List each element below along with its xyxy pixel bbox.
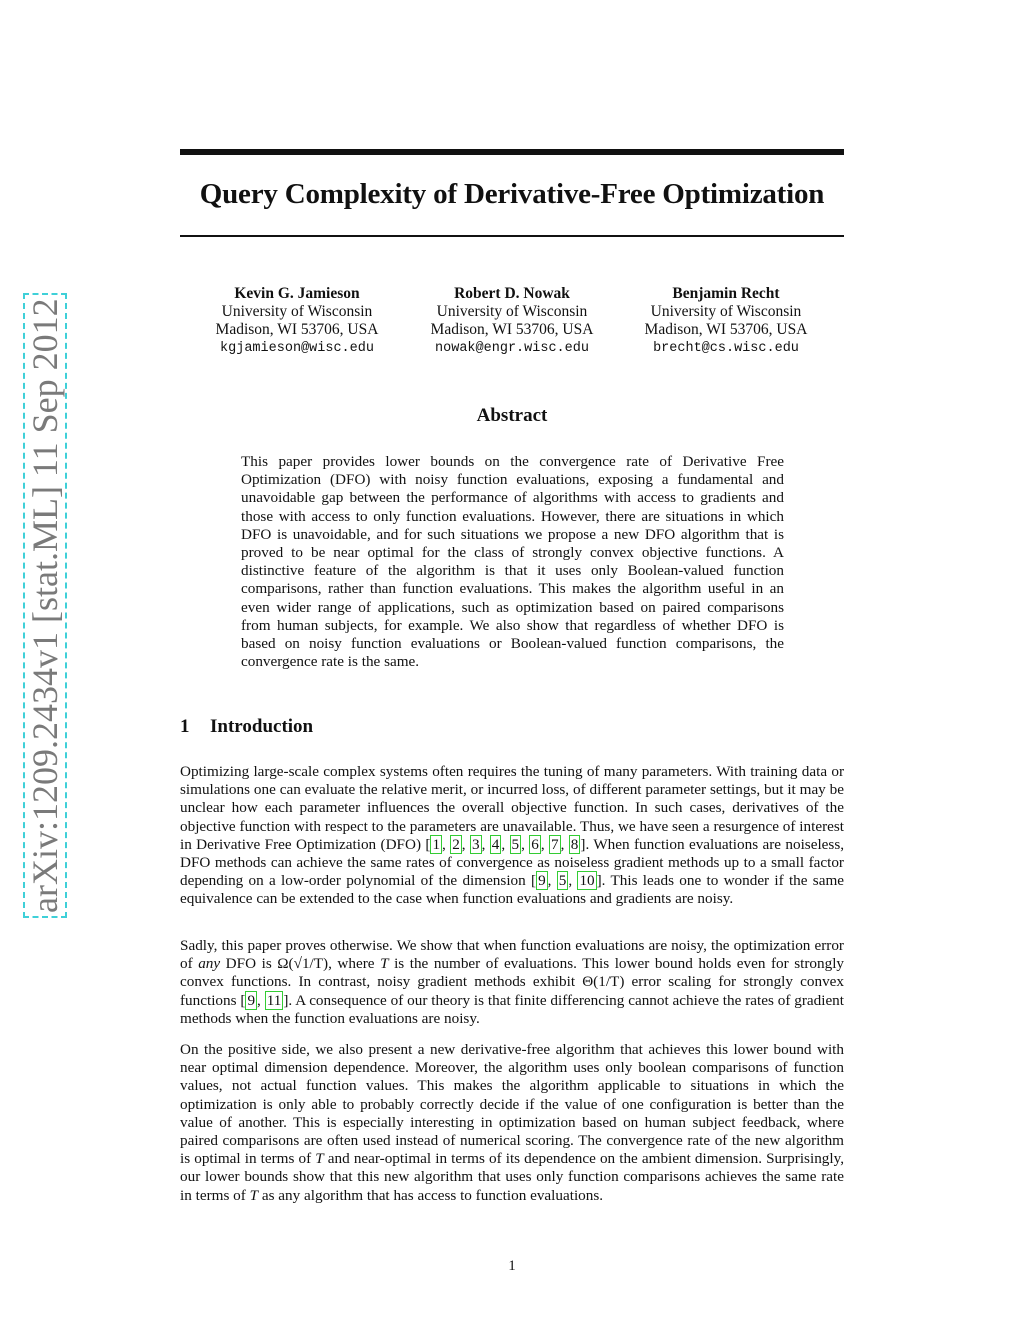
math-variable: T	[380, 955, 389, 973]
intro-paragraph-1: Optimizing large-scale complex systems often requires the tuning of many parameters. With training data or simulations one can evaluate the relative merit, or incurred loss, of different parameter settings, but it may be unclear how each parameter influences the overall objective function. In such cases, derivatives of the objective function with respect to the parameters are unavailable. Thus, we have seen a resurgence of interest in Derivative Free Optimization (DFO) [ 1 , 2 , 3 , 4 , 5 , 6 , 7 , 8 ]. When function evaluations are noiseless, DFO methods can achieve the same rates of convergence as noiseless gradient methods up to a small factor depending on a low-order polynomial of the dimension [ 9 , 5 , 10 ]. This leads one to wonder if the same equivalence can be extended to the case when function evaluations and gradients are noisy.	[180, 763, 845, 908]
paper-title: Query Complexity of Derivative-Free Optimization	[199, 178, 825, 210]
citation-link[interactable]: 8	[570, 835, 579, 853]
author-block	[177, 285, 417, 358]
emphasis-text: any	[198, 955, 221, 973]
paragraph-text: Optimizing large-scale complex systems often requires the tuning of many parameters. With training data or simulations one can evaluate the relative merit, or incurred loss, of different parameter settings, but it may be unclear how each parameter influences the overall objective function. In such cases, derivatives of the objective function with respect to the parameters are unavailable. Thus, we have seen a resurgence of interest in Derivative Free Optimization (DFO) [	[180, 763, 844, 853]
author-address: Madison, WI 53706, USA	[215, 321, 379, 338]
citation-link[interactable]: 9	[247, 991, 256, 1009]
author-email[interactable]: brecht@cs.wisc.edu	[653, 341, 799, 356]
section-heading	[180, 716, 313, 738]
title-top-rule	[180, 149, 844, 155]
math-expression: Ω(√1/T)	[277, 955, 329, 973]
author-address: Madison, WI 53706, USA	[644, 321, 808, 338]
paragraph-text: is the number of evaluations. This lower bound holds even for strongly convex functions. In contrast, noisy gradient methods exhibit	[180, 955, 845, 991]
author-email[interactable]: nowak@engr.wisc.edu	[435, 341, 589, 356]
math-expression: Θ(1/T)	[582, 973, 625, 991]
author-block	[392, 285, 632, 358]
abstract-heading: Abstract	[476, 405, 548, 426]
citation-link[interactable]: 9	[538, 872, 546, 890]
math-variable: T	[249, 1186, 259, 1204]
paragraph-text: as any algorithm that has access to function evaluations.	[258, 1186, 604, 1204]
intro-paragraph-2: Sadly, this paper proves otherwise. We show that when function evaluations are noisy, the optimization error of any DFO is Ω(√1/T), where T is the number of evaluations. This lower bound holds even for strongly convex functions. In contrast, noisy gradient methods exhibit Θ(1/T) error scaling for strongly convex functions [ 9 , 11 ]. A consequence of our theory is that finite differencing cannot achieve the rates of gradient methods when the function evaluations are noisy.	[180, 937, 845, 1027]
paragraph-text: ]. When function evaluations are noiseless, DFO methods can achieve the same rates of convergence as noiseless gradient methods up to a small factor depending on a low-order polynomial of the dimension [	[180, 835, 845, 890]
author-block	[606, 285, 846, 358]
author-name: Kevin G. Jamieson	[234, 285, 360, 302]
citation-link[interactable]: 5	[511, 835, 520, 853]
arxiv-identifier-stamp[interactable]	[22, 298, 68, 918]
paragraph-text: DFO is	[220, 955, 278, 973]
abstract-text: This paper provides lower bounds on the convergence rate of Derivative Free Optimization (DFO) with noisy function evaluations, exposing a fundamental and unavoidable gap between the performance of algorithms with access to gradients and those with access to only function evaluations. However, there are situations in which DFO is unavoidable, and for such situations we propose a new DFO algorithm that is proved to be near optimal for the class of strongly convex objective functions. A distinctive feature of the algorithm is that it uses only Boolean-valued function comparisons, rather than function evaluations. This makes the algorithm useful in an even wider range of applications, such as optimization based on paired comparisons from human subjects, for example. We also show that regardless of whether DFO is based on noisy function evaluations or Boolean-valued function comparisons, the convergence rate is the same.	[241, 453, 784, 671]
paragraph-text: ]. A consequence of our theory is that finite differencing cannot achieve the rates of gradient methods when the function evaluations are noisy.	[180, 991, 844, 1027]
section-number: 1	[180, 716, 190, 737]
author-name: Robert D. Nowak	[454, 285, 570, 302]
author-affiliation: University of Wisconsin	[436, 303, 588, 320]
arxiv-identifier-text[interactable]: arXiv:1209.2434v1 [stat.ML] 11 Sep 2012	[23, 293, 67, 918]
author-affiliation: University of Wisconsin	[650, 303, 802, 320]
paragraph-text: error scaling for strongly convex functions [	[180, 973, 844, 1009]
intro-paragraph-3	[180, 1041, 844, 1205]
page-number: 1	[508, 1258, 516, 1274]
citation-link[interactable]: 6	[531, 835, 539, 853]
citation-link[interactable]: 7	[551, 835, 559, 853]
math-variable: T	[315, 1150, 324, 1168]
paragraph-text: ]. This leads one to wonder if the same equivalence can be extended to the case when function evaluations and gradients are noisy.	[180, 872, 845, 908]
citation-link[interactable]: 1	[432, 835, 441, 853]
paragraph-text: On the positive side, we also present a new derivative-free algorithm that achieves this lower bound with near optimal dimension dependence. Moreover, the algorithm uses only boolean comparisons of function values, not actual function values. This makes the algorithm applicable to situations in which the optimization is only able to probably correctly decide if the value of one configuration is better than the value of another. This is especially interesting in optimization based on human subject feedback, where paired comparisons are often used instead of numerical scoring. The convergence rate of the new algorithm is optimal in terms of	[180, 1041, 844, 1168]
citation-link[interactable]: 5	[558, 872, 567, 890]
citation-link[interactable]: 2	[452, 835, 460, 853]
citation-link[interactable]: 10	[579, 872, 595, 890]
author-address: Madison, WI 53706, USA	[430, 321, 594, 338]
citation-link[interactable]: 4	[491, 835, 500, 853]
paragraph-text: , where	[328, 955, 381, 973]
author-affiliation: University of Wisconsin	[221, 303, 373, 320]
section-title: Introduction	[210, 716, 314, 737]
title-bottom-rule	[180, 235, 844, 237]
author-name: Benjamin Recht	[672, 285, 780, 302]
paragraph-text: Sadly, this paper proves otherwise. We show that when function evaluations are noisy, the optimization error of	[180, 937, 844, 973]
citation-link[interactable]: 11	[266, 991, 282, 1009]
author-email[interactable]: kgjamieson@wisc.edu	[220, 341, 374, 356]
paragraph-text: and near-optimal in terms of its dependence on the ambient dimension. Surprisingly, our lower bounds show that this new algorithm that uses only function comparisons achieves the same rate in terms of	[180, 1150, 844, 1204]
citation-link[interactable]: 3	[471, 835, 480, 853]
